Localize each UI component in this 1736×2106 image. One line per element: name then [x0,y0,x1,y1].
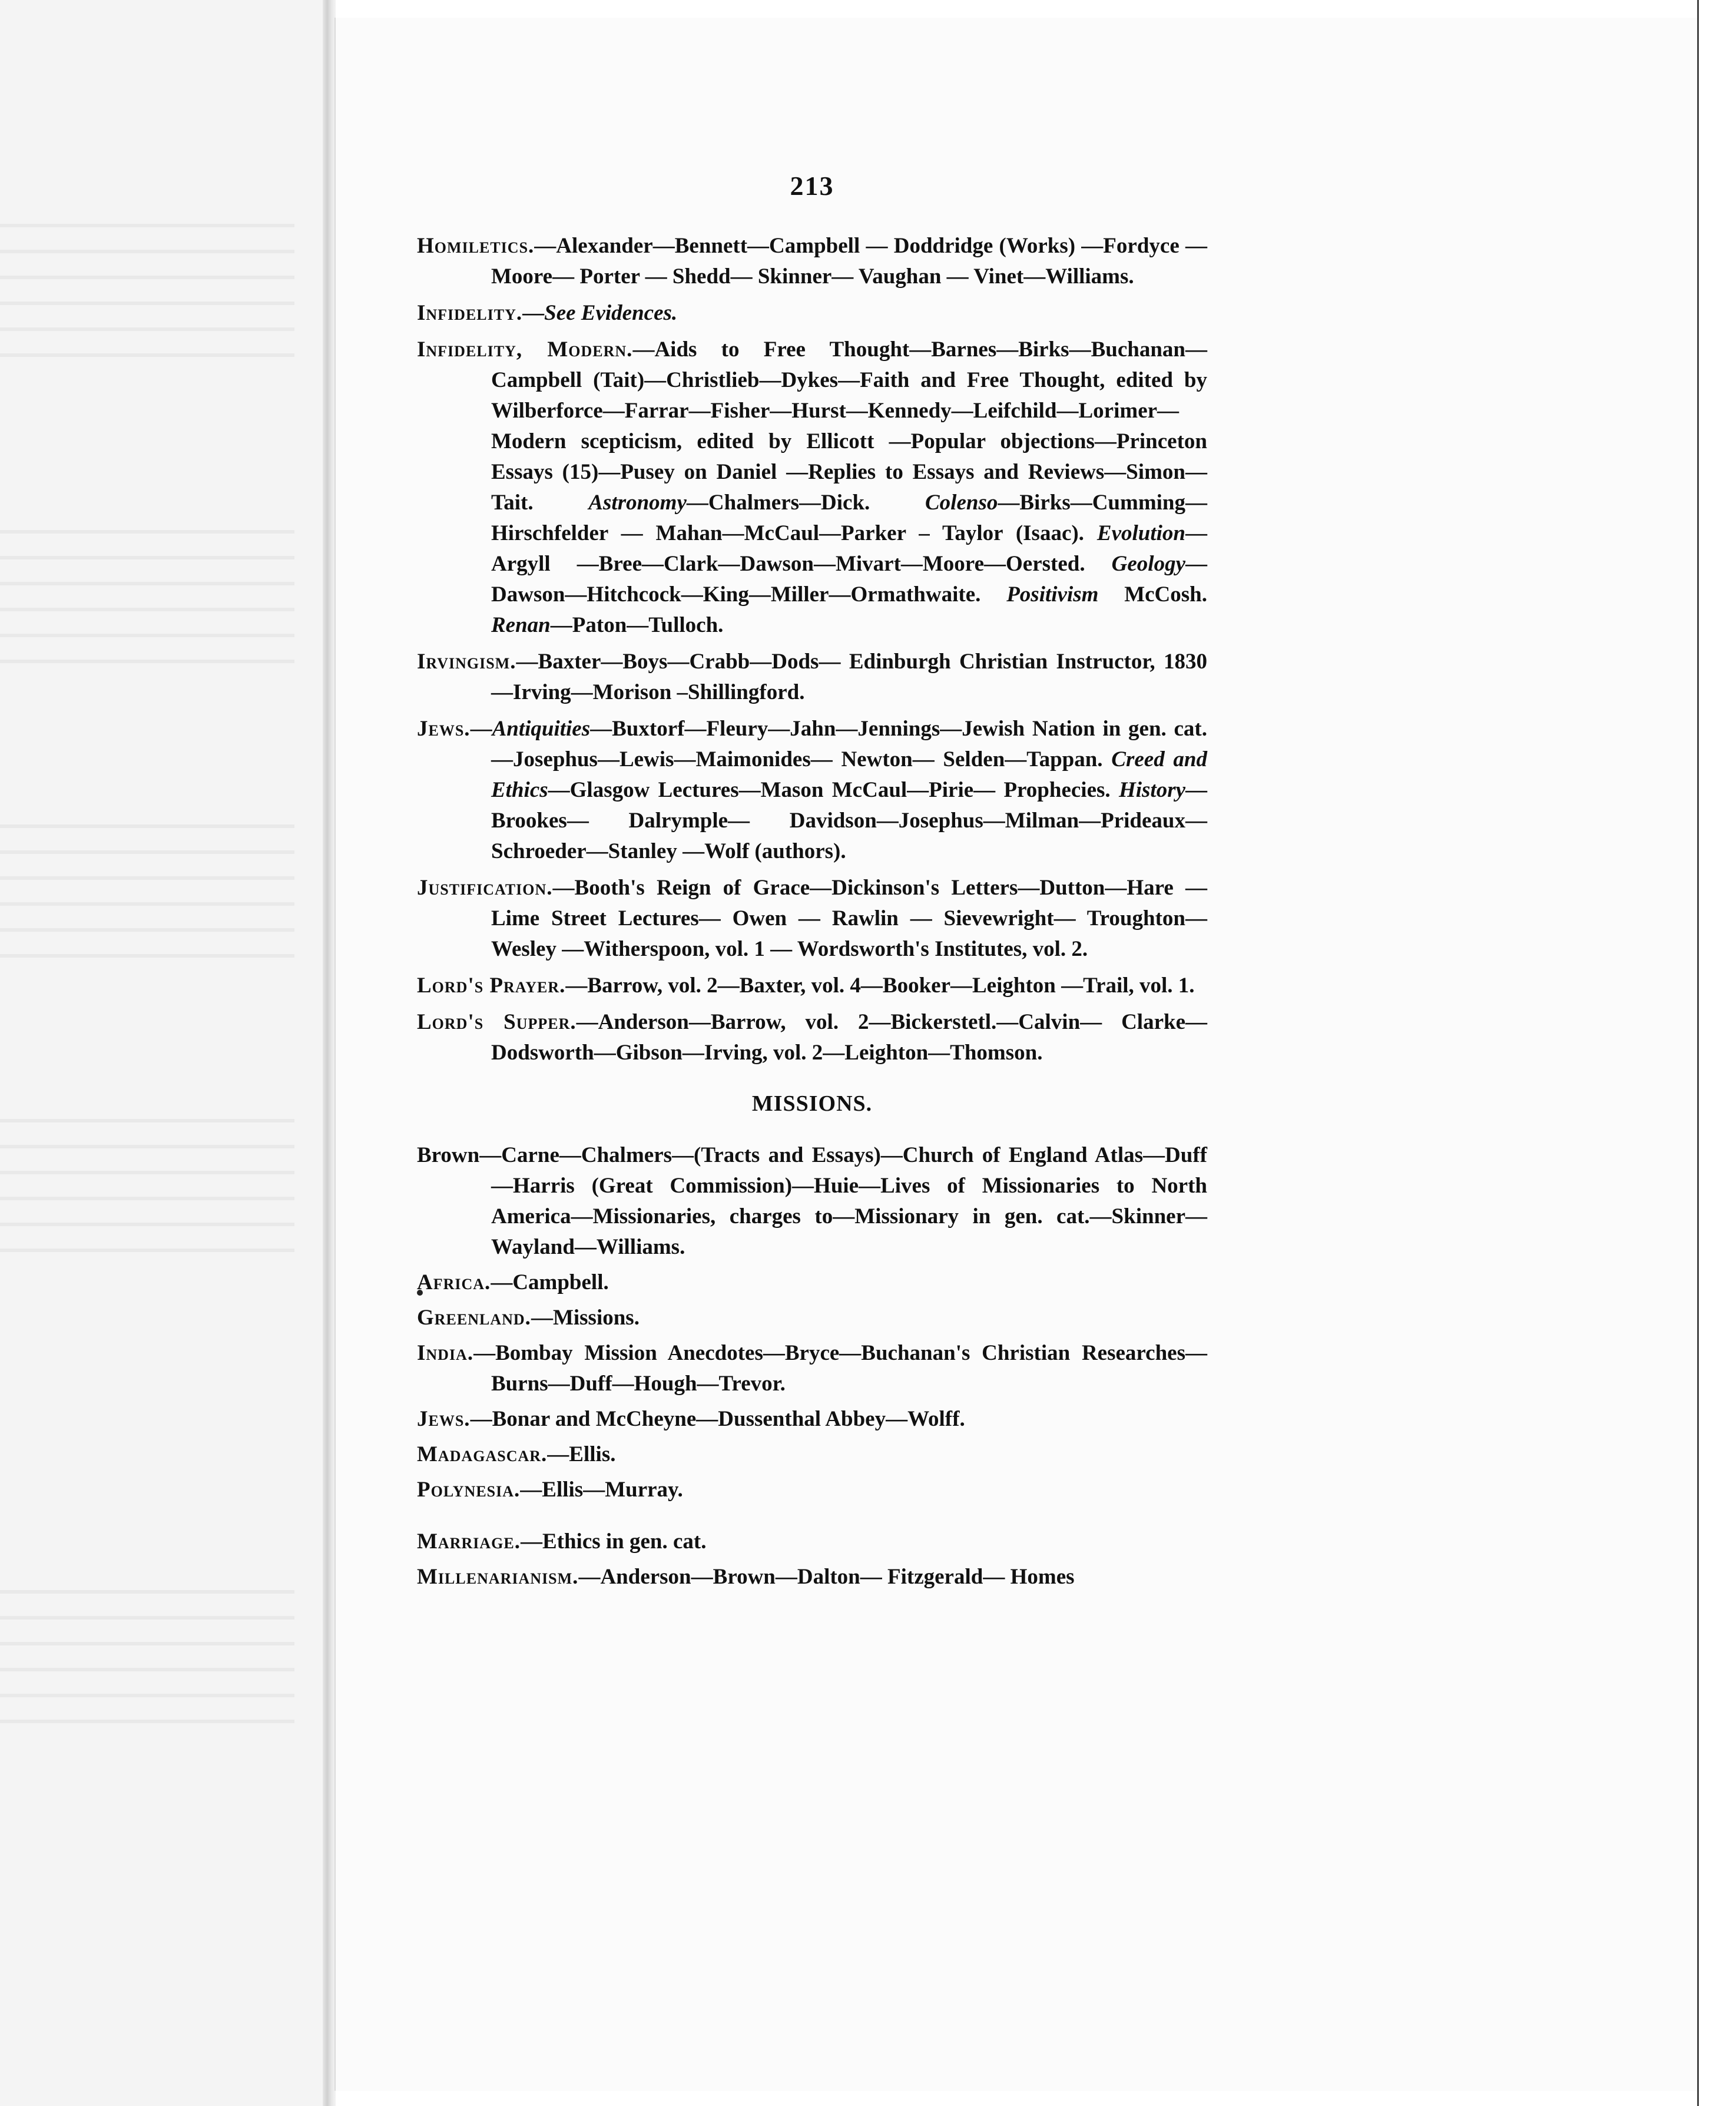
entry-heading: Justification. [417,876,553,900]
entry-body: —Ellis—Murray. [520,1478,683,1502]
index-entry-homiletics [417,231,1207,292]
entry-body: —Booth's Reign of Grace—Dickinson's Letters—Dutton—Hare — Lime Street Lectures— Owen — Rawlin — Sievewright— Troughton— Wesley —Witherspoon, vol. 1 — Wordsworth's Institutes, vol. 2. [491,876,1207,961]
entry-body: — [470,717,492,741]
entry-heading: Jews. [417,1407,471,1431]
cross-reference: See Evidences. [544,301,678,325]
missions-entry-madagascar [417,1439,1207,1470]
topic-text: McCosh. [1098,582,1208,607]
entry-heading: India. [417,1341,474,1365]
entry-body: —Barrow, vol. 2—Baxter, vol. 4—Booker—Leighton —Trail, vol. 1. [565,973,1195,998]
entry-heading: Irvingism. [417,650,516,674]
entry-heading: Infidelity. [417,301,523,325]
page-text [417,171,1208,1597]
index-entry-infidelity [417,298,1207,329]
entry-body: —Bombay Mission Anecdotes—Bryce—Buchanan's Christian Researches—Burns—Duff—Hough—Trevor. [473,1341,1207,1396]
entry-body: —Anderson—Barrow, vol. 2—Bickerstetl.—Calvin— Clarke—Dodsworth—Gibson—Irving, vol. 2—Leighton—Thomson. [491,1010,1208,1065]
entry-body: — [522,301,545,325]
bleed-through-text [0,530,294,671]
index-entry-lords-supper [417,1007,1207,1068]
bleed-through-text [0,824,294,966]
entry-heading: Polynesia. [417,1478,521,1502]
topic-text: —Argyll —Bree—Clark—Dawson—Mivart—Moore—Oersted. [491,521,1207,576]
topic-text: —Birks—Cumming— Hirschfelder — Mahan—McCaul—Parker – Taylor (Isaac). [491,491,1208,545]
missions-entry-africa [417,1267,1207,1298]
entry-body: —Campbell. [491,1270,609,1294]
topic-text: —Chalmers—Dick. [686,491,870,515]
index-entry-marriage [417,1526,1207,1557]
topic-label: Antiquities [492,717,591,741]
entry-heading: Greenland. [417,1306,531,1330]
bleed-through-text [0,224,294,365]
missions-entry-india [417,1338,1207,1399]
section-spacer [417,1510,1207,1526]
entry-body: —Baxter—Boys—Crabb—Dods— Edinburgh Christian Instructor, 1830—Irving—Morison –Shillingford. [491,650,1207,704]
topic-text: —Glasgow Lectures—Mason McCaul—Pirie— Prophecies. [548,778,1111,802]
topic-label: History [1118,778,1186,802]
entry-heading: Millenarianism. [417,1565,579,1589]
entry-body: —Bonar and McCheyne—Dussenthal Abbey—Wolff. [470,1407,965,1431]
index-entry-lords-prayer [417,971,1207,1001]
topic-text: —Buxtorf—Fleury—Jahn—Jennings—Jewish Nation in gen. cat.—Josephus—Lewis—Maimonides— Newton— Selden—Tappan. [491,717,1207,771]
missions-entry-jews [417,1404,1207,1435]
topic-text: — Dawson—Hitchcock—King—Miller—Ormathwaite. [491,552,1207,607]
topic-text: —Brookes— Dalrymple— Davidson—Josephus—Milman—Prideaux—Schroeder—Stanley —Wolf (authors). [491,778,1208,863]
topic-label: Creed and Ethics [491,747,1207,802]
missions-general-list: Brown—Carne—Chalmers—(Tracts and Essays)—Church of England Atlas—Duff—Harris (Great Commission)—Huie—Lives of Missionaries to North America—Missionaries, charges to—Missionary in gen. cat.—Skinner—Wayland—Williams. [417,1143,1207,1259]
entry-body: —Alexander—Bennett—Campbell — Doddridge (Works) —Fordyce — Moore— Porter — Shedd— Skinner— Vaughan — Vinet—Williams. [491,234,1207,289]
entry-body: —Aids to Free Thought—Barnes—Birks—Buchanan—Campbell (Tait)—Christlieb—Dykes—Faith and Free Thought, edited by Wilberforce—Farrar—Fisher—Hurst—Kennedy—Leifchild—Lorimer—Modern scepticism, edited by Ellicott —Popular objections—Princeton Essays (15)—Pusey on Daniel —Replies to Essays and Reviews—Simon—Tait. [491,337,1207,515]
topic-text: —Paton—Tulloch. [550,613,724,637]
page-number: 213 [790,171,834,201]
entry-body: —Missions. [531,1306,640,1330]
topic-label: Astronomy [588,491,687,515]
missions-entry-greenland [417,1303,1207,1333]
topic-label: Positivism [1006,582,1099,607]
page-edge-border [1697,0,1736,2106]
topic-label: Colenso [925,491,998,515]
entry-body: —Ethics in gen. cat. [520,1529,707,1554]
index-entry-infidelity-modern [417,335,1207,641]
section-heading-missions: MISSIONS. [751,1091,873,1116]
entry-heading: Madagascar. [417,1442,548,1466]
entry-heading: Marriage. [417,1529,521,1554]
missions-entry-polynesia [417,1475,1207,1505]
entry-heading: Jews. [417,717,471,741]
entry-heading: Africa. [417,1270,491,1294]
topic-label: Evolution [1096,521,1185,545]
facing-page-edge [0,0,323,2106]
index-entry-millenarianism [417,1562,1207,1592]
index-entry-justification [417,873,1207,965]
entry-heading: Lord's Supper. [417,1010,577,1034]
book-gutter [323,0,336,2106]
entry-heading: Infidelity, Modern. [417,337,633,362]
bleed-through-text [0,1590,294,1731]
entry-body: —Anderson—Brown—Dalton— Fitzgerald— Homes [578,1565,1075,1589]
entry-heading: Lord's Prayer. [417,973,566,998]
index-entry-jews [417,714,1207,867]
bleed-through-text [0,1119,294,1260]
index-entry-irvingism [417,647,1207,708]
entry-body: —Ellis. [547,1442,616,1466]
entry-heading: Homiletics. [417,234,535,258]
topic-label: Geology [1111,552,1185,576]
topic-label: Renan [491,613,551,637]
